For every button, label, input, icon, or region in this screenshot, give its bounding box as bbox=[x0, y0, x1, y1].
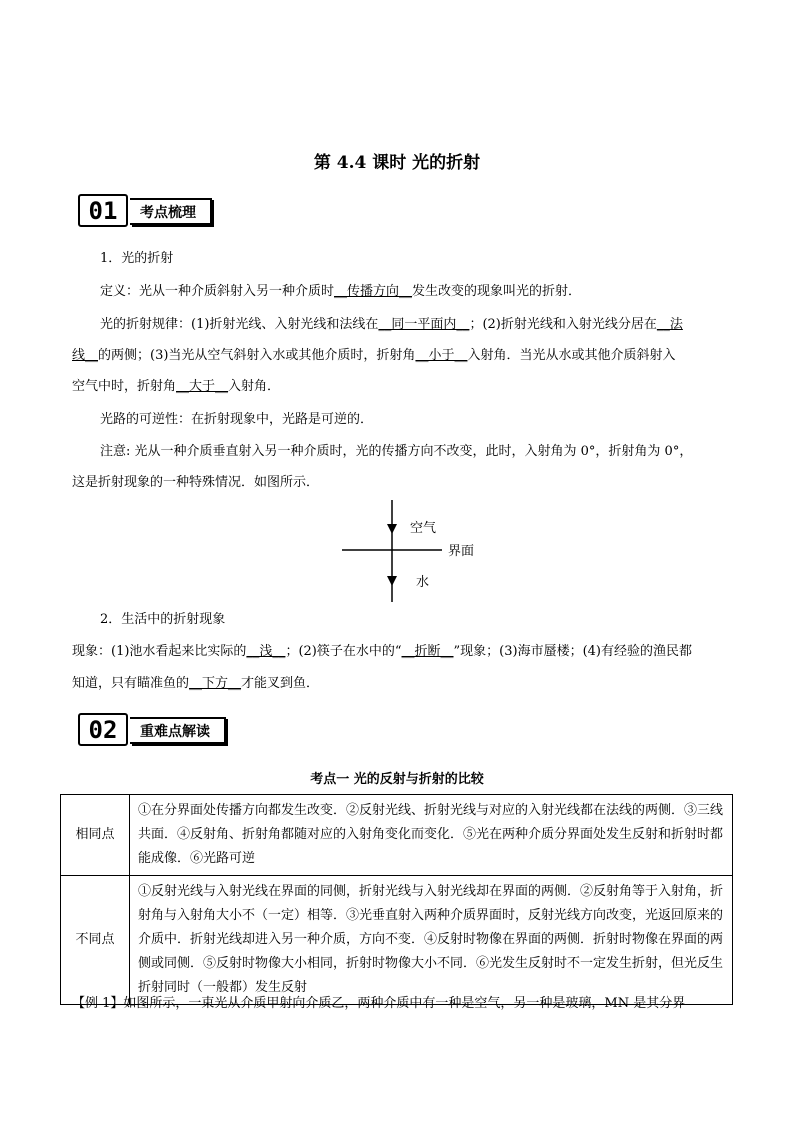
answer-blank: __法 bbox=[656, 317, 683, 332]
section-label: 重难点解读 bbox=[130, 717, 226, 744]
phenomena-line-2: 知道，只有瞄准鱼的__下方__才能叉到鱼． bbox=[72, 676, 320, 691]
answer-blank: __大于__ bbox=[176, 379, 229, 394]
table-row bbox=[61, 795, 733, 876]
row-header: 不同点 bbox=[61, 876, 130, 1005]
reversibility-line: 光路的可逆性：在折射现象中，光路是可逆的． bbox=[100, 412, 374, 427]
table-caption: 考点一 光的反射与折射的比较 bbox=[310, 772, 484, 787]
comparison-table bbox=[60, 794, 733, 1005]
answer-blank: __同一平面内__ bbox=[378, 317, 470, 332]
section-number: 01 bbox=[78, 194, 128, 227]
section-badge-01 bbox=[78, 194, 212, 227]
answer-blank: __传播方向__ bbox=[334, 284, 413, 299]
heading-refraction: 1．光的折射 bbox=[100, 251, 174, 266]
arrow-down-icon bbox=[387, 576, 397, 586]
answer-blank: __折断__ bbox=[401, 644, 454, 659]
note-line-1: 注意: 光从一种介质垂直射入另一种介质时，光的传播方向不改变，此时，入射角为 0°，折射角为 0°， bbox=[100, 444, 693, 459]
example-line: 【例 1】如图所示，一束光从介质甲射向介质乙，两种介质中有一种是空气，另一种是玻璃，MN 是其分界 bbox=[72, 996, 686, 1011]
phenomena-line-1: 现象：(1)池水看起来比实际的__浅__；(2)筷子在水中的“__折断__”现象；(3)海市蜃楼；(4)有经验的渔民都 bbox=[72, 644, 692, 659]
arrow-down-icon bbox=[387, 524, 397, 534]
page-title: 第 4.4 课时 光的折射 bbox=[313, 153, 481, 173]
label-water: 水 bbox=[416, 575, 430, 590]
refraction-diagram bbox=[330, 498, 490, 608]
answer-blank: 线__ bbox=[72, 348, 99, 363]
law-line-3: 空气中时，折射角__大于__入射角． bbox=[72, 379, 281, 394]
section-badge-02 bbox=[78, 713, 226, 746]
law-line-1: 光的折射规律：(1)折射光线、入射光线和法线在__同一平面内__；(2)折射光线和入射光线分居在__法 bbox=[100, 317, 683, 332]
definition-line: 定义：光从一种介质斜射入另一种介质时__传播方向__发生改变的现象叫光的折射． bbox=[100, 284, 582, 299]
row-text: ①反射光线与入射光线在界面的同侧，折射光线与入射光线却在界面的两侧．②反射角等于入射角，折射角与入射角大小不（一定）相等．③光垂直射入两种介质界面时，反射光线方向改变，光返回原来的介质中．折射光线却进入另一种介质，方向不变．④反射时物像在界面的两侧．折射时物像在界面的两侧或同侧．⑤反射时物像大小相同，折射时物像大小不同．⑥光发生反射时不一定发生折射，但光反生折射同时（一般都）发生反射 bbox=[130, 876, 733, 1005]
note-line-2: 这是折射现象的一种特殊情况．如图所示． bbox=[72, 475, 320, 490]
heading-phenomena: 2．生活中的折射现象 bbox=[100, 612, 226, 627]
row-text: ①在分界面处传播方向都发生改变．②反射光线、折射光线与对应的入射光线都在法线的两侧．③三线共面．④反射角、折射角都随对应的入射角变化而变化．⑤光在两种介质分界面处发生反射和折射时都能成像．⑥光路可逆 bbox=[130, 795, 733, 876]
law-line-2: 线__的两侧；(3)当光从空气斜射入水或其他介质时，折射角__小于__入射角．当光从水或其他介质斜射入 bbox=[72, 348, 676, 363]
section-label: 考点梳理 bbox=[130, 198, 212, 225]
answer-blank: __浅__ bbox=[246, 644, 286, 659]
row-header: 相同点 bbox=[61, 795, 130, 876]
answer-blank: __小于__ bbox=[415, 348, 468, 363]
section-number: 02 bbox=[78, 713, 128, 746]
answer-blank: __下方__ bbox=[189, 676, 242, 691]
label-interface: 界面 bbox=[448, 544, 475, 559]
table-row bbox=[61, 876, 733, 1005]
label-air: 空气 bbox=[410, 521, 437, 536]
